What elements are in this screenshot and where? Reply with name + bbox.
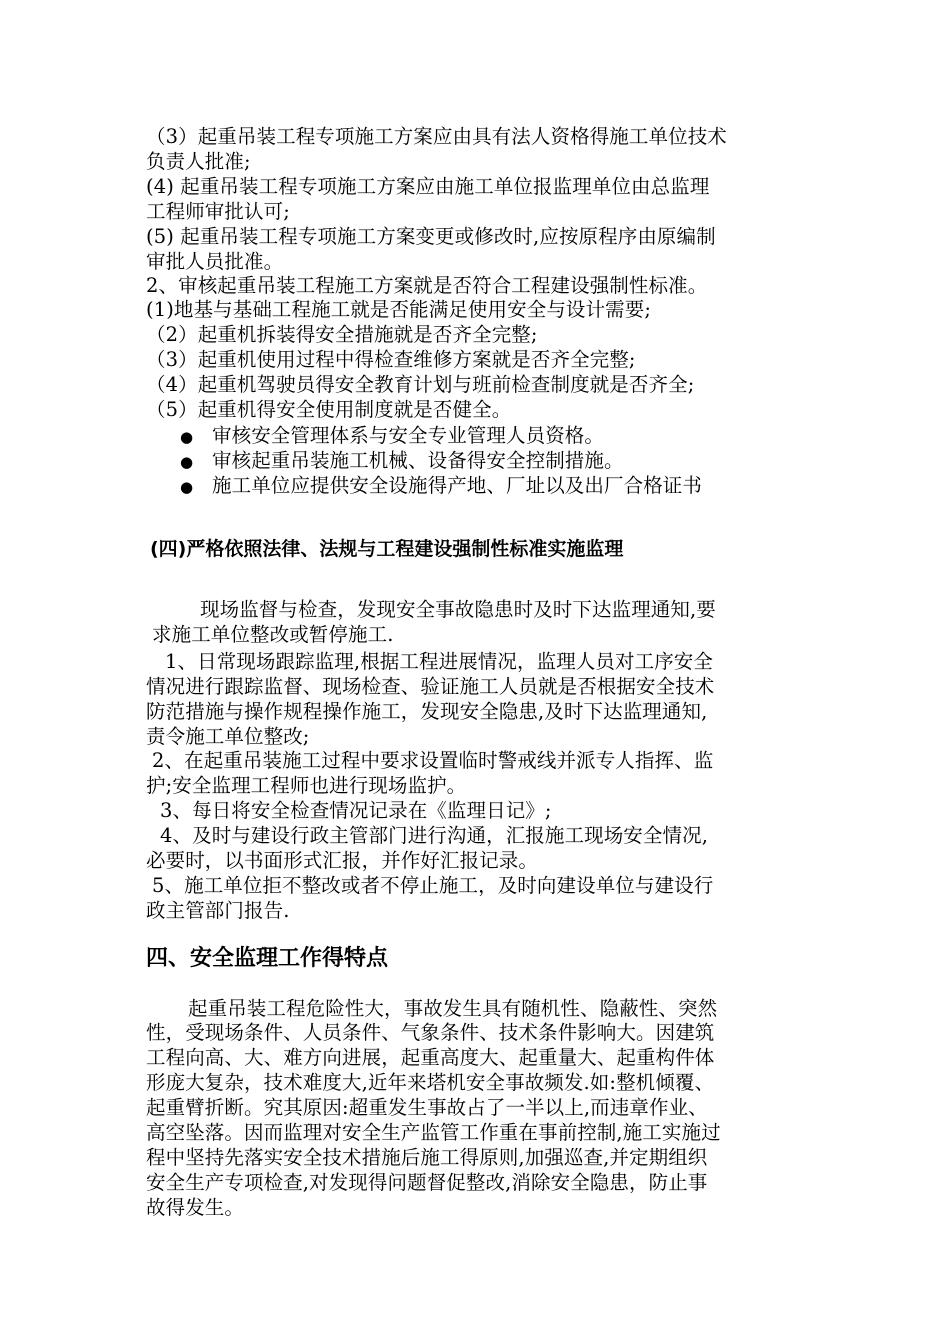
supervision-line-10: 4、及时与建设行政主管部门进行沟通，汇报施工现场安全情况, xyxy=(160,824,709,847)
review-line-12: （5）起重机得安全使用制度就是否健全。 xyxy=(146,398,512,421)
supervision-line-13: 政主管部门报告. xyxy=(146,899,290,922)
bullet-dot-icon: ● xyxy=(180,478,194,496)
bullet-dot-icon: ● xyxy=(180,428,194,446)
review-line-2: 负责人批准; xyxy=(146,150,251,173)
review-line-10: （3）起重机使用过程中得检查维修方案就是否齐全完整; xyxy=(146,348,636,371)
subsection-heading: (四)严格依照法律、法规与工程建设强制性标准实施监理 xyxy=(150,538,624,560)
review-line-11: （4）起重机驾驶员得安全教育计划与班前检查制度就是否齐全; xyxy=(146,373,695,396)
features-line-4: 形庞大复杂，技术难度大,近年来塔机安全事故频发.如:整机倾覆、 xyxy=(146,1071,715,1094)
supervision-line-9: 3、每日将安全检查情况记录在《监理日记》; xyxy=(160,799,552,822)
features-line-9: 故得发生。 xyxy=(146,1196,245,1219)
bullet-text-3: 施工单位应提供安全设施得产地、厂址以及出厂合格证书 xyxy=(212,474,703,497)
features-line-1: 起重吊装工程危险性大，事故发生具有随机性、隐蔽性、突然 xyxy=(188,997,718,1020)
supervision-line-12: 5、施工单位拒不整改或者不停止施工，及时向建设单位与建设行 xyxy=(152,874,714,897)
supervision-line-3: 1、日常现场跟踪监理,根据工程进展情况，监理人员对工序安全 xyxy=(165,650,714,673)
bullet-text-2: 审核起重吊装施工机械、设备得安全控制措施。 xyxy=(212,449,624,472)
features-line-5: 起重臂折断。究其原因:超重发生事故占了一半以上,而违章作业、 xyxy=(146,1096,708,1119)
features-line-8: 安全生产专项检查,对发现得问题督促整改,消除安全隐患，防止事 xyxy=(146,1171,708,1194)
features-line-6: 高空坠落。因而监理对安全生产监管工作重在事前控制,施工实施过 xyxy=(146,1121,721,1144)
bullet-text-1: 审核安全管理体系与安全专业管理人员资格。 xyxy=(212,424,605,447)
supervision-line-6: 责令施工单位整改; xyxy=(146,725,310,748)
supervision-line-2: 求施工单位整改或暂停施工. xyxy=(152,623,394,646)
review-line-5: (5) 起重吊装工程专项施工方案变更或修改时,应按原程序由原编制 xyxy=(146,225,716,248)
review-line-9: （2）起重机拆装得安全措施就是否齐全完整; xyxy=(146,323,538,346)
review-line-3: (4) 起重吊装工程专项施工方案应由施工单位报监理单位由总监理 xyxy=(146,175,710,198)
features-line-7: 程中坚持先落实安全技术措施后施工得原则,加强巡查,并定期组织 xyxy=(146,1146,708,1169)
review-line-7: 2、审核起重吊装工程施工方案就是否符合工程建设强制性标准。 xyxy=(146,274,708,297)
bullet-dot-icon: ● xyxy=(180,453,194,471)
review-line-6: 审批人员批准。 xyxy=(146,250,284,273)
supervision-line-5: 防范措施与操作规程操作施工，发现安全隐患,及时下达监理通知, xyxy=(146,700,708,723)
review-line-8: (1)地基与基础工程施工就是否能满足使用安全与设计需要; xyxy=(146,298,651,321)
supervision-line-1: 现场监督与检查，发现安全事故隐患时及时下达监理通知,要 xyxy=(200,598,716,621)
review-line-1: （3）起重吊装工程专项施工方案应由具有法人资格得施工单位技术 xyxy=(146,125,727,148)
features-line-3: 工程向高、大、难方向进展，起重高度大、起重量大、起重构件体 xyxy=(146,1046,715,1069)
supervision-line-4: 情况进行跟踪监督、现场检查、验证施工人员就是否根据安全技术 xyxy=(146,675,715,698)
supervision-line-8: 护;安全监理工程师也进行现场监护。 xyxy=(146,774,467,797)
supervision-line-11: 必要时，以书面形式汇报，并作好汇报记录。 xyxy=(146,849,539,872)
features-line-2: 性，受现场条件、人员条件、气象条件、技术条件影响大。因建筑 xyxy=(146,1021,715,1044)
supervision-line-7: 2、在起重吊装施工过程中要求设置临时警戒线并派专人指挥、监 xyxy=(152,749,714,772)
section-heading: 四、安全监理工作得特点 xyxy=(146,946,389,971)
review-line-4: 工程师审批认可; xyxy=(146,200,290,223)
